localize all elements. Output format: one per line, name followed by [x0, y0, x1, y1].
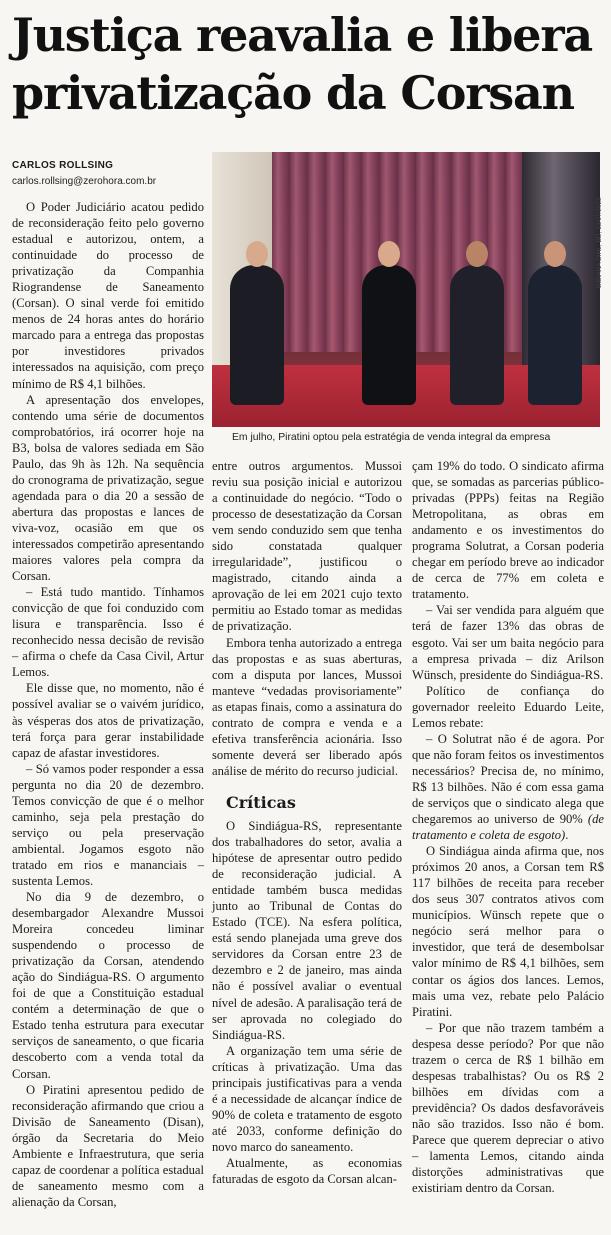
paragraph: – Só vamos poder responder a essa pergunta no dia 20 de dezembro. Temos convicção de que é o melhor caminho, seja pela prestação do serviço ou pela preservação ambiental. Jogamos esgoto não tratado em rios e mananciais – sustenta Lemos. — [12, 761, 204, 888]
article-column-3 — [412, 458, 604, 1196]
photo-head-2 — [378, 241, 400, 267]
paragraph: – Está tudo mantido. Tínhamos convicção de que foi conduzido com lisura e transparência. Isso é reconhecido nessa decisão de revisão – afirma o chefe da Casa Civil, Artur Lemos. — [12, 585, 204, 680]
paragraph: entre outros argumentos. Mussoi reviu sua posição inicial e autorizou a continuidade do negócio. “Todo o processo de desestatização da Corsan vem sendo conduzido sem que tenha sido constatada qualquer irregularidade”, justificou o magistrado, citando ainda a aprovação de lei em 2021 cujo texto permitiu ao Estado tomar as medidas de privatização. — [212, 459, 402, 634]
photo-head-4 — [544, 241, 566, 267]
paragraph: A apresentação dos envelopes, contendo uma série de documentos comprobatórios, irá ocorrer hoje na B3, bolsa de valores sediada em São Paulo, das 9h às 12h. Na sequência do cronograma de privatização, segue agendada para o dia 20 a sessão de abertura das propostas e lances de viva-voz, ocasião em que os interessados competirão apresentando maiores valores pela compra da Corsan. — [12, 392, 204, 584]
headline — [12, 6, 604, 122]
paragraph: Político de confiança do governador reeleito Eduardo Leite, Lemos rebate: — [412, 683, 604, 730]
paragraph: O Piratini apresentou pedido de reconsideração afirmando que criou a Divisão de Saneamento (Disan), órgão da Secretaria do Meio Ambiente e Infraestrutura, que seria capaz de coordenar a política estadual de saneamento mesmo com a alienação da Corsan, — [12, 1082, 204, 1209]
paragraph: A organização tem uma série de críticas à privatização. Uma das principais justificativas para a venda é a necessidade de alcançar índice de 90% de coleta e tratamento de esgoto até 2033, conforme definição do novo marco do saneamento. — [212, 1043, 402, 1154]
headline-line-2: privatização da Corsan — [12, 66, 574, 120]
photo-caption: Em julho, Piratini optou pela estratégia de venda integral da empresa — [232, 432, 551, 443]
photo-head-1 — [246, 241, 268, 267]
byline-author: CARLOS ROLLSING — [12, 160, 114, 171]
photo-person-2 — [362, 265, 416, 405]
paragraph: O Sindiágua ainda afirma que, nos próximos 20 anos, a Corsan tem R$ 117 bilhões de receita para receber dos seus 307 contratos ativos com municípios. Wünsch repete que o negócio será melhor para o investidor, que terá de desembolsar valor mínimo de R$ 4,1 bilhões, sem contar os ágios dos lances. Lemos, mais uma vez, rebate pelo Palácio Piratini. — [412, 844, 604, 1019]
quote-emphasis: (de tratamento e coleta de esgoto) — [412, 812, 604, 843]
photo-head-3 — [466, 241, 488, 267]
paragraph: O Poder Judiciário acatou pedido de reconsideração feito pelo governo estadual e autorizou, ontem, a continuidade do processo de privatização da Companhia Riograndense de Saneamento (Corsan). O sinal verde foi emitido menos de 24 horas antes do horário marcado para a entrega das propostas por investidores privados interessados na aquisição, com preço mínimo de R$ 4,1 bilhões. — [12, 200, 204, 391]
paragraph — [412, 731, 604, 843]
subheading: Críticas — [226, 792, 296, 812]
photo-credit: BIBIANA DIHL, BD, 13/07/2022 — [596, 197, 603, 288]
quote-text: – O Solutrat não é de agora. Por que não foram feitos os investimentos necessários? Precisa de, no mínimo, R$ 13 bilhões. Não é com essa gama de serviços que o sindicato alega que chegaremos ao universo de 90% — [412, 731, 604, 827]
paragraph: O Sindiágua-RS, representante dos trabalhadores do setor, avalia a hipótese de apresentar outro pedido de reconsideração judicial. A entidade também busca medidas junto ao Tribunal de Contas do Estado (TCE). Na esfera política, está sendo planejada uma greve dos servidores da Corsan entre 23 de dezembro e 2 de janeiro, mas ainda não é possível avaliar o eventual nível de adesão. A paralisação terá de ser aprovada no colegiado do Sindiágua-RS. — [212, 818, 402, 1042]
photo-person-4 — [528, 265, 582, 405]
article-column-1 — [12, 199, 204, 1210]
paragraph: çam 19% do todo. O sindicato afirma que, se somadas as parcerias público-privadas (PPPs) feitas na Região Metropolitana, as obras em andamento e os investimentos do programa Solutrat, a Corsan poderia chegar em período breve ao indicador de cerca de 77% em coleta e tratamento. — [412, 459, 604, 602]
paragraph: No dia 9 de dezembro, o desembargador Alexandre Mussoi Moreira concedeu liminar suspendendo o processo de privatização da Corsan, atendendo ação do Sindiágua-RS. O argumento foi de que a Constituição estadual contém a determinação de que o Estado tenha estrutura para executar serviços de saneamento, o que ficaria descoberto com a venda total da Corsan. — [12, 890, 204, 1081]
paragraph: – Vai ser vendida para alguém que terá de fazer 13% das obras de esgoto. Vai ser um baita negócio para a empresa privada – diz Arilson Wünsch, presidente do Sindiágua-RS. — [412, 603, 604, 682]
photo-person-3 — [450, 265, 504, 405]
byline-email: carlos.rollsing@zerohora.com.br — [12, 176, 157, 187]
quote-end: . — [565, 828, 569, 843]
paragraph: – Por que não trazem também a despesa desse período? Por que não trazem o cerca de R$ 1 bilhão em despesas trabalhistas? Ou os R$ 2 bilhões em dívidas com a previdência? Os dados desfavoráveis não são trazidos. Isso não é bom. Parece que querem depreciar o ativo – lamenta Lemos, citando ainda distorções administrativas que existiriam dentro da Corsan. — [412, 1020, 604, 1196]
photo-person-1 — [230, 265, 284, 405]
paragraph: Ele disse que, no momento, não é possível avaliar se o vaivém jurídico, às vésperas dos atos de privatização, terá força para gerar instabilidade capaz de afastar investidores. — [12, 681, 204, 760]
headline-line-1: Justiça reavalia e libera — [12, 8, 592, 62]
article-column-2 — [212, 458, 402, 1187]
paragraph: Embora tenha autorizado a entrega das propostas e as suas aberturas, com a disputa por lances, Mussoi manteve “vedadas provisoriamente” as etapas finais, como a assinatura do contrato de compra e venda e a efetiva transferência acionária. Isso somente deverá ser liberado após análise de mérito do recurso judicial. — [212, 635, 402, 778]
paragraph: Atualmente, as economias faturadas de esgoto da Corsan alcan- — [212, 1155, 402, 1187]
article-photo — [212, 152, 600, 427]
